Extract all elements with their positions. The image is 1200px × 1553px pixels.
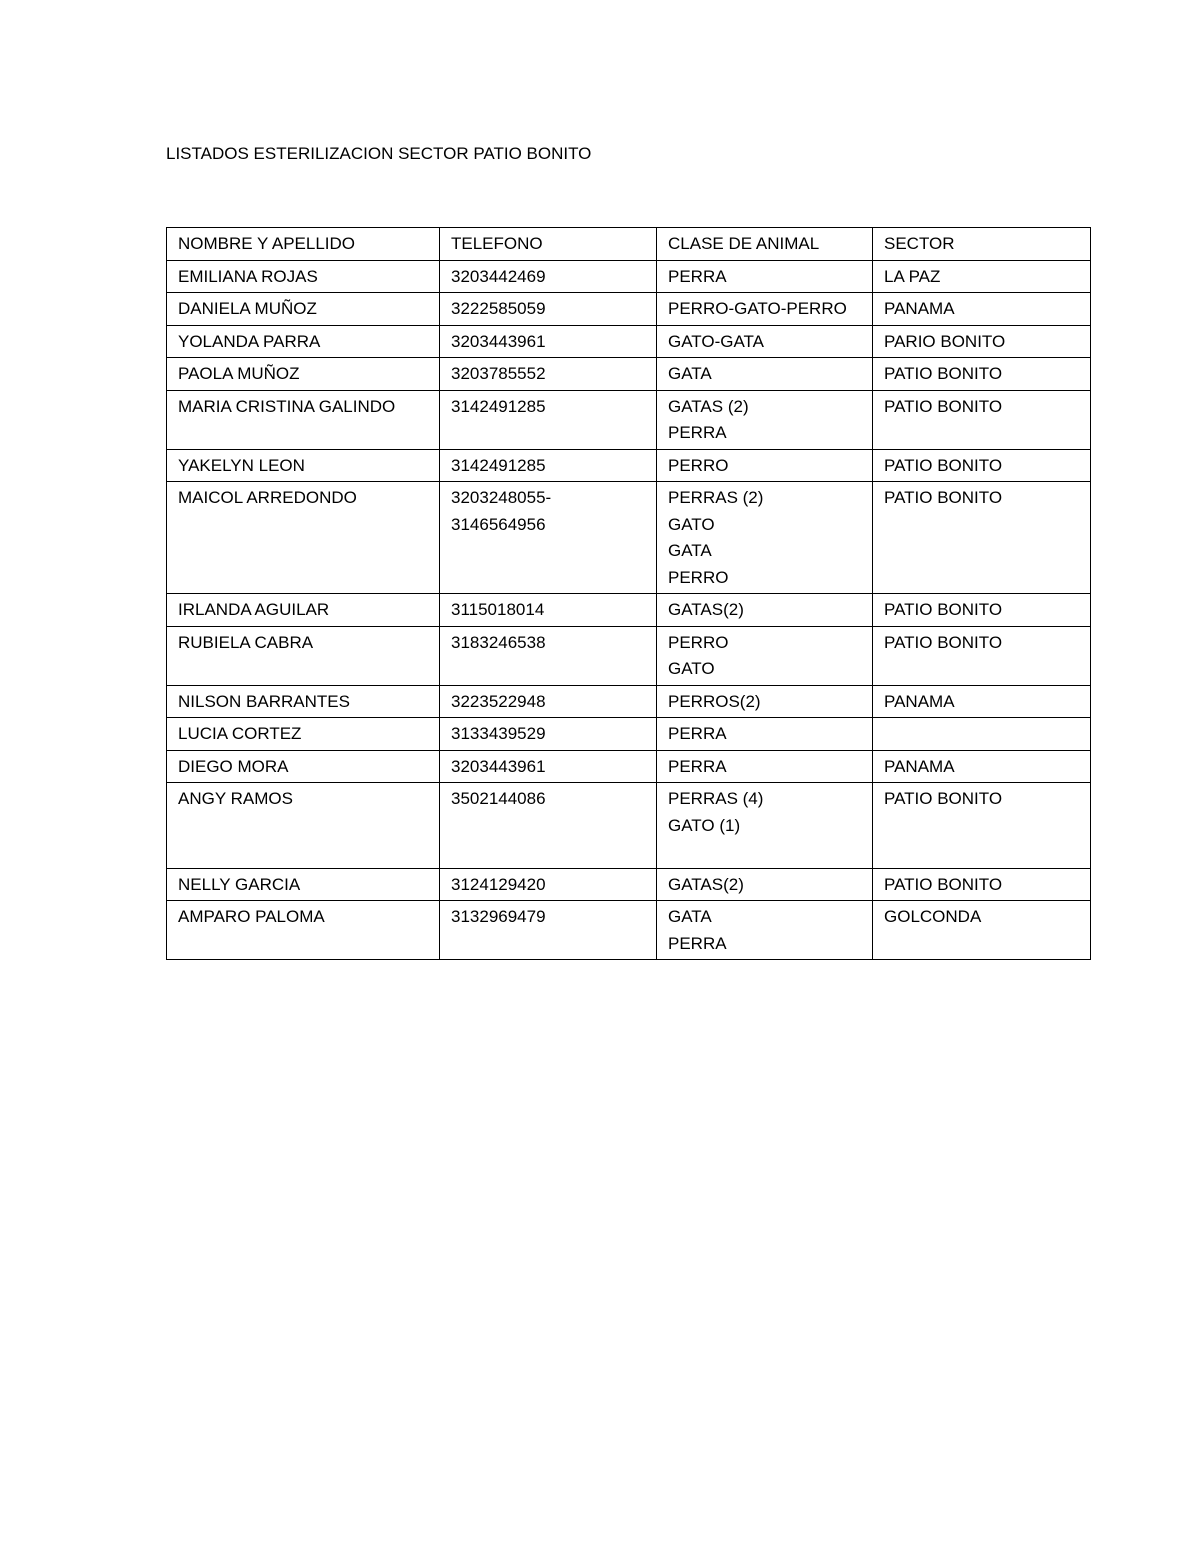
cell-sector: PANAMA	[873, 293, 1091, 326]
animal-line: PERRAS (4)	[668, 789, 764, 808]
table-row	[167, 783, 1091, 869]
cell-animal	[657, 783, 873, 869]
phone-line: 3203443961	[451, 331, 546, 351]
animal-line: GATA	[668, 364, 712, 383]
animal-line: PERRA	[668, 423, 727, 442]
cell-phone	[440, 449, 657, 482]
table-row	[167, 750, 1091, 783]
animal-line	[668, 839, 862, 866]
cell-sector: PATIO BONITO	[873, 358, 1091, 391]
table-row	[167, 390, 1091, 449]
animal-line: GATA	[668, 907, 712, 926]
phone-line: 3132969479	[451, 907, 546, 926]
animal-line: GATAS (2)	[668, 396, 749, 416]
cell-name: YOLANDA PARRA	[167, 325, 440, 358]
cell-animal	[657, 260, 873, 293]
table-row	[167, 358, 1091, 391]
animal-line: PERRA	[668, 756, 727, 776]
table-row	[167, 449, 1091, 482]
header-sector: SECTOR	[873, 228, 1091, 261]
animal-line: GATAS(2)	[668, 600, 744, 619]
cell-sector: PATIO BONITO	[873, 783, 1091, 869]
cell-phone	[440, 626, 657, 685]
cell-sector: PATIO BONITO	[873, 626, 1091, 685]
cell-phone	[440, 718, 657, 751]
header-animal: CLASE DE ANIMAL	[657, 228, 873, 261]
cell-sector: PATIO BONITO	[873, 868, 1091, 901]
document-title: LISTADOS ESTERILIZACION SECTOR PATIO BONITO	[166, 144, 592, 163]
cell-name: RUBIELA CABRA	[167, 626, 440, 685]
cell-name: ANGY RAMOS	[167, 783, 440, 869]
header-name: NOMBRE Y APELLIDO	[167, 228, 440, 261]
phone-line: 3183246538	[451, 632, 546, 652]
cell-phone	[440, 594, 657, 627]
cell-phone	[440, 750, 657, 783]
phone-line: 3142491285	[451, 455, 546, 475]
cell-phone	[440, 390, 657, 449]
cell-animal	[657, 482, 873, 594]
cell-sector: PATIO BONITO	[873, 482, 1091, 594]
cell-name: PAOLA MUÑOZ	[167, 358, 440, 391]
phone-line: 3502144086	[451, 789, 546, 808]
cell-name: EMILIANA ROJAS	[167, 260, 440, 293]
cell-sector: GOLCONDA	[873, 901, 1091, 960]
phone-line: 3223522948	[451, 691, 546, 711]
sterilization-table	[166, 227, 1091, 960]
table-row	[167, 868, 1091, 901]
cell-animal	[657, 685, 873, 718]
cell-name: DIEGO MORA	[167, 750, 440, 783]
animal-line: PERROS(2)	[668, 691, 761, 711]
cell-animal	[657, 293, 873, 326]
cell-name: DANIELA MUÑOZ	[167, 293, 440, 326]
cell-animal	[657, 594, 873, 627]
table-row	[167, 260, 1091, 293]
cell-phone	[440, 325, 657, 358]
cell-animal	[657, 750, 873, 783]
phone-line: 3115018014	[451, 600, 545, 619]
table-row	[167, 482, 1091, 594]
table-body	[167, 228, 1091, 960]
cell-sector: PANAMA	[873, 750, 1091, 783]
phone-line: 3133439529	[451, 724, 546, 743]
phone-line: 3203785552	[451, 364, 546, 383]
cell-name: NILSON BARRANTES	[167, 685, 440, 718]
cell-sector: PATIO BONITO	[873, 390, 1091, 449]
header-phone: TELEFONO	[440, 228, 657, 261]
animal-line: PERRA	[668, 266, 727, 286]
cell-sector: PANAMA	[873, 685, 1091, 718]
table-row	[167, 325, 1091, 358]
animal-line: PERRO	[668, 567, 729, 587]
cell-name: LUCIA CORTEZ	[167, 718, 440, 751]
phone-line: 3222585059	[451, 299, 546, 318]
phone-line: 3142491285	[451, 396, 546, 416]
animal-line: GATAS(2)	[668, 874, 744, 894]
cell-phone	[440, 358, 657, 391]
phone-line: 3146564956	[451, 514, 546, 534]
cell-phone	[440, 901, 657, 960]
cell-sector: LA PAZ	[873, 260, 1091, 293]
cell-animal	[657, 868, 873, 901]
cell-phone	[440, 293, 657, 326]
table-row	[167, 293, 1091, 326]
cell-name: AMPARO PALOMA	[167, 901, 440, 960]
phone-line: 3124129420	[451, 874, 546, 894]
animal-line: GATO	[668, 659, 715, 678]
animal-line: PERRA	[668, 724, 727, 743]
animal-line: GATA	[668, 541, 712, 560]
table-header-row	[167, 228, 1091, 261]
cell-sector: PATIO BONITO	[873, 594, 1091, 627]
cell-name: IRLANDA AGUILAR	[167, 594, 440, 627]
cell-animal	[657, 325, 873, 358]
cell-animal	[657, 390, 873, 449]
cell-phone	[440, 685, 657, 718]
cell-name: MAICOL ARREDONDO	[167, 482, 440, 594]
cell-phone	[440, 260, 657, 293]
animal-line: PERRO	[668, 632, 729, 652]
animal-line: PERRAS (2)	[668, 488, 764, 507]
cell-phone	[440, 783, 657, 869]
phone-line: 3203442469	[451, 266, 546, 286]
animal-line: GATO-GATA	[668, 331, 765, 351]
phone-line: 3203248055-	[451, 488, 552, 507]
phone-line: 3203443961	[451, 756, 546, 776]
cell-name: YAKELYN LEON	[167, 449, 440, 482]
animal-line: PERRO	[668, 455, 729, 475]
cell-animal	[657, 718, 873, 751]
cell-sector: PARIO BONITO	[873, 325, 1091, 358]
cell-phone	[440, 482, 657, 594]
animal-line: PERRA	[668, 933, 727, 953]
cell-sector: PATIO BONITO	[873, 449, 1091, 482]
table-row	[167, 594, 1091, 627]
table-row	[167, 718, 1091, 751]
table-row	[167, 685, 1091, 718]
cell-animal	[657, 626, 873, 685]
cell-sector	[873, 718, 1091, 751]
animal-line: GATO (1)	[668, 815, 741, 835]
table-row	[167, 901, 1091, 960]
cell-name: MARIA CRISTINA GALINDO	[167, 390, 440, 449]
animal-line: PERRO-GATO-PERRO	[668, 299, 847, 318]
animal-line: GATO	[668, 514, 715, 534]
cell-animal	[657, 449, 873, 482]
cell-phone	[440, 868, 657, 901]
cell-animal	[657, 901, 873, 960]
cell-name: NELLY GARCIA	[167, 868, 440, 901]
table-row	[167, 626, 1091, 685]
cell-animal	[657, 358, 873, 391]
